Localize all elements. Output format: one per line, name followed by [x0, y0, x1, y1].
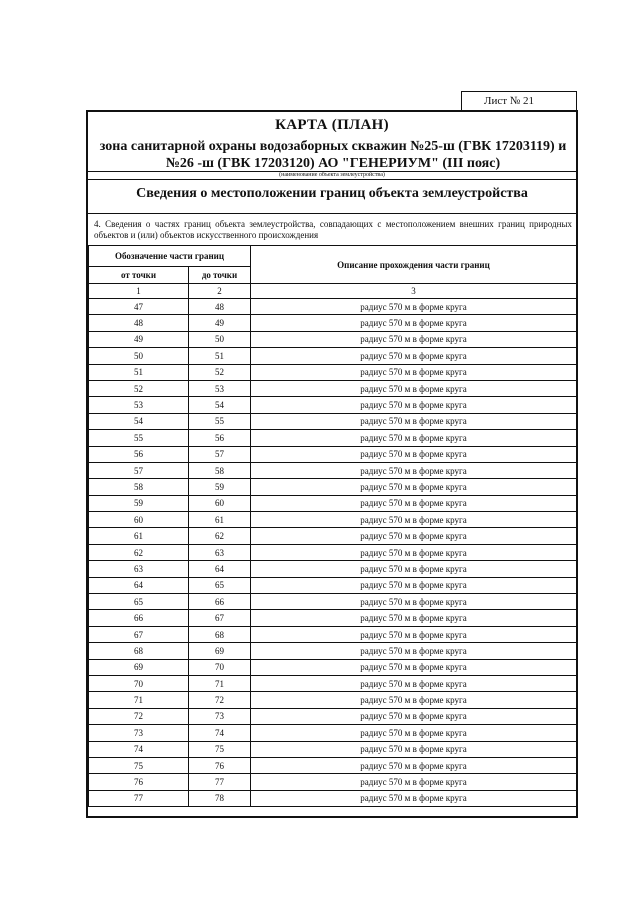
point-to: 49: [189, 315, 251, 331]
point-to: 60: [189, 495, 251, 511]
boundary-description: радиус 570 м в форме круга: [251, 462, 577, 478]
header-description: Описание прохождения части границ: [251, 246, 577, 284]
table-row: [89, 741, 577, 757]
point-from: 47: [89, 299, 189, 315]
point-from: 52: [89, 380, 189, 396]
point-from: 72: [89, 708, 189, 724]
point-to: 62: [189, 528, 251, 544]
boundary-description: радиус 570 м в форме круга: [251, 315, 577, 331]
boundary-description: радиус 570 м в форме круга: [251, 561, 577, 577]
point-to: 67: [189, 610, 251, 626]
table-row: [89, 790, 577, 806]
boundary-description: радиус 570 м в форме круга: [251, 495, 577, 511]
point-from: 73: [89, 725, 189, 741]
table-row: [89, 348, 577, 364]
table-row: [89, 397, 577, 413]
point-from: 60: [89, 512, 189, 528]
boundary-description: радиус 570 м в форме круга: [251, 692, 577, 708]
point-from: 49: [89, 331, 189, 347]
point-from: 70: [89, 675, 189, 691]
boundary-description: радиус 570 м в форме круга: [251, 725, 577, 741]
point-to: 48: [189, 299, 251, 315]
point-to: 53: [189, 380, 251, 396]
boundary-description: радиус 570 м в форме круга: [251, 512, 577, 528]
point-from: 76: [89, 774, 189, 790]
point-from: 62: [89, 544, 189, 560]
table-row: [89, 577, 577, 593]
point-to: 76: [189, 757, 251, 773]
point-to: 74: [189, 725, 251, 741]
boundary-description: радиус 570 м в форме круга: [251, 610, 577, 626]
point-to: 61: [189, 512, 251, 528]
point-to: 57: [189, 446, 251, 462]
boundary-description: радиус 570 м в форме круга: [251, 741, 577, 757]
point-from: 50: [89, 348, 189, 364]
boundary-description: радиус 570 м в форме круга: [251, 594, 577, 610]
point-from: 57: [89, 462, 189, 478]
point-from: 64: [89, 577, 189, 593]
point-to: 64: [189, 561, 251, 577]
point-to: 66: [189, 594, 251, 610]
point-to: 72: [189, 692, 251, 708]
point-from: 55: [89, 430, 189, 446]
table-row: [89, 675, 577, 691]
divider: [88, 213, 576, 214]
header-to: до точки: [189, 267, 251, 284]
point-from: 65: [89, 594, 189, 610]
boundary-description: радиус 570 м в форме круга: [251, 774, 577, 790]
table-row: [89, 380, 577, 396]
table-row: [89, 315, 577, 331]
boundary-description: радиус 570 м в форме круга: [251, 659, 577, 675]
divider: [88, 179, 576, 180]
boundary-description: радиус 570 м в форме круга: [251, 430, 577, 446]
boundary-description: радиус 570 м в форме круга: [251, 364, 577, 380]
point-from: 71: [89, 692, 189, 708]
table-row: [89, 364, 577, 380]
table-body: [89, 299, 577, 807]
point-from: 58: [89, 479, 189, 495]
table-row: [89, 299, 577, 315]
boundary-description: радиус 570 м в форме круга: [251, 577, 577, 593]
boundary-description: радиус 570 м в форме круга: [251, 528, 577, 544]
point-to: 50: [189, 331, 251, 347]
boundary-description: радиус 570 м в форме круга: [251, 544, 577, 560]
point-from: 68: [89, 643, 189, 659]
boundary-description: радиус 570 м в форме круга: [251, 790, 577, 806]
point-from: 56: [89, 446, 189, 462]
table-row: [89, 692, 577, 708]
boundary-description: радиус 570 м в форме круга: [251, 397, 577, 413]
table-row: [89, 512, 577, 528]
table-row: [89, 446, 577, 462]
table-row: [89, 708, 577, 724]
point-to: 69: [189, 643, 251, 659]
point-to: 55: [189, 413, 251, 429]
boundary-description: радиус 570 м в форме круга: [251, 708, 577, 724]
table-row: [89, 774, 577, 790]
point-to: 68: [189, 626, 251, 642]
table-row: [89, 725, 577, 741]
table-row: [89, 757, 577, 773]
point-to: 59: [189, 479, 251, 495]
header-from: от точки: [89, 267, 189, 284]
point-from: 61: [89, 528, 189, 544]
table-row: [89, 413, 577, 429]
table-row: [89, 528, 577, 544]
boundary-description: радиус 570 м в форме круга: [251, 626, 577, 642]
column-number: 2: [189, 284, 251, 299]
point-to: 51: [189, 348, 251, 364]
point-from: 67: [89, 626, 189, 642]
table-row: [89, 643, 577, 659]
point-to: 78: [189, 790, 251, 806]
point-from: 69: [89, 659, 189, 675]
table-row: [89, 331, 577, 347]
point-to: 54: [189, 397, 251, 413]
table-row: [89, 495, 577, 511]
table-row: [89, 561, 577, 577]
column-number: 3: [251, 284, 577, 299]
boundary-description: радиус 570 м в форме круга: [251, 757, 577, 773]
point-from: 63: [89, 561, 189, 577]
point-from: 77: [89, 790, 189, 806]
point-from: 54: [89, 413, 189, 429]
point-to: 63: [189, 544, 251, 560]
point-from: 75: [89, 757, 189, 773]
point-to: 58: [189, 462, 251, 478]
section-note: 4. Сведения о частях границ объекта землеустройства, совпадающих с местоположением внешних границ природных объектов и (или) объектов искусственного происхождения: [94, 219, 572, 240]
point-to: 77: [189, 774, 251, 790]
boundary-description: радиус 570 м в форме круга: [251, 299, 577, 315]
boundary-table: [88, 245, 577, 807]
object-name: зона санитарной охраны водозаборных скважин №25-ш (ГВК 17203119) и №26 -ш (ГВК 17203120) АО "ГЕНЕРИУМ" (III пояс): [99, 139, 567, 171]
point-from: 53: [89, 397, 189, 413]
sheet-number: Лист № 21: [461, 91, 577, 111]
table-row: [89, 462, 577, 478]
table-row: [89, 659, 577, 675]
page-title: КАРТА (ПЛАН): [275, 117, 389, 133]
boundary-description: радиус 570 м в форме круга: [251, 479, 577, 495]
column-number: 1: [89, 284, 189, 299]
point-to: 73: [189, 708, 251, 724]
point-to: 75: [189, 741, 251, 757]
table-row: [89, 610, 577, 626]
point-from: 51: [89, 364, 189, 380]
boundary-description: радиус 570 м в форме круга: [251, 675, 577, 691]
point-to: 70: [189, 659, 251, 675]
boundary-description: радиус 570 м в форме круга: [251, 380, 577, 396]
point-from: 66: [89, 610, 189, 626]
boundary-description: радиус 570 м в форме круга: [251, 413, 577, 429]
point-from: 59: [89, 495, 189, 511]
point-from: 48: [89, 315, 189, 331]
header-group: Обозначение части границ: [89, 246, 251, 267]
table-row: [89, 544, 577, 560]
section-heading: Сведения о местоположении границ объекта землеустройства: [136, 186, 528, 201]
object-name-caption: (наименование объекта землеустройства): [279, 172, 385, 178]
point-to: 52: [189, 364, 251, 380]
boundary-description: радиус 570 м в форме круга: [251, 446, 577, 462]
point-to: 65: [189, 577, 251, 593]
table-row: [89, 479, 577, 495]
table-row: [89, 626, 577, 642]
table-row: [89, 430, 577, 446]
boundary-description: радиус 570 м в форме круга: [251, 348, 577, 364]
boundary-description: радиус 570 м в форме круга: [251, 331, 577, 347]
point-from: 74: [89, 741, 189, 757]
point-to: 56: [189, 430, 251, 446]
boundary-description: радиус 570 м в форме круга: [251, 643, 577, 659]
point-to: 71: [189, 675, 251, 691]
table-row: [89, 594, 577, 610]
